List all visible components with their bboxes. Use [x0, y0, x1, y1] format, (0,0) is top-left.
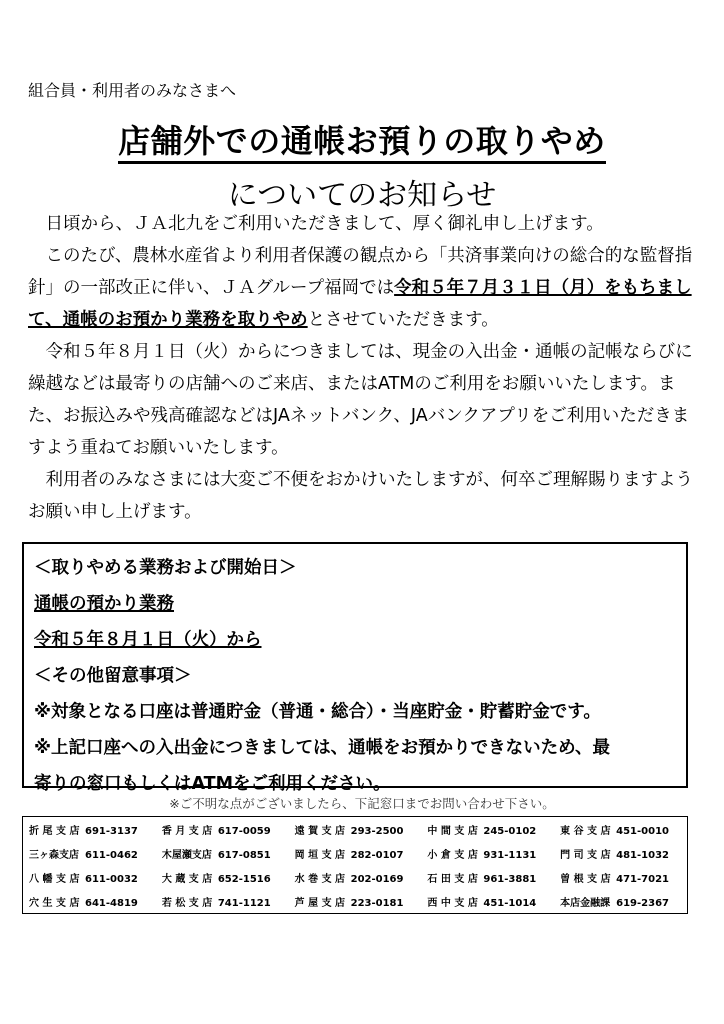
paragraph-alternatives	[28, 336, 696, 464]
branch-cell	[23, 889, 156, 914]
branch-cell	[554, 841, 687, 865]
branch-cell	[421, 817, 554, 842]
branch-phone: 617-0059	[217, 825, 271, 837]
announcement-emphasis: 令和５年７月３１日（月）をもちまして、通帳のお預かり業務を取りやめ	[28, 278, 692, 330]
branch-phone: 652-1516	[217, 873, 271, 885]
branch-phone: 451-1014	[483, 897, 537, 909]
branch-cell	[23, 865, 156, 889]
branch-cell	[156, 889, 289, 914]
branch-phone: 245-0102	[483, 825, 537, 837]
other-notes-heading: ＜その他留意事項＞	[34, 666, 192, 686]
branch-phone: 611-0032	[85, 873, 138, 885]
branch-name: 穴 生 支 店	[29, 897, 80, 909]
branch-cell	[421, 865, 554, 889]
branch-name: 本店金融課	[560, 897, 611, 909]
branch-name: 若 松 支 店	[161, 897, 213, 909]
branch-cell	[156, 841, 289, 865]
paragraph-greeting	[28, 208, 696, 240]
branch-name: 東 谷 支 店	[560, 825, 611, 837]
salutation: 組合員・利用者のみなさまへ	[28, 81, 237, 100]
branch-cell	[289, 817, 422, 842]
branch-name: 折 尾 支 店	[29, 825, 80, 837]
inquiry-note: ※ご不明な点がございましたら、下記窓口までお問い合わせ下さい。	[169, 796, 555, 811]
branch-cell	[289, 841, 422, 865]
branch-phone: 931-1131	[483, 849, 537, 861]
paragraph-alternatives-text: 令和５年８月１日（火）からにつきましては、現金の入出金・通帳の記帳ならびに繰越などは最寄りの店舗へのご来店、またはATMのご利用をお願いいたします。また、お振込みや残高確認などはJAネットバンク、JAバンクアプリをご利用いただきますよう重ねてお願いいたします。	[28, 342, 693, 458]
paragraph-greeting-text: 日頃から、ＪＡ北九をご利用いただきまして、厚く御礼申し上げます。	[45, 214, 604, 234]
branch-cell	[421, 889, 554, 914]
branch-name: 芦 屋 支 店	[294, 897, 346, 909]
branch-name: 西 中 支 店	[427, 897, 478, 909]
branch-cell	[421, 841, 554, 865]
branch-phone: 611-0462	[85, 849, 138, 861]
paragraph-apology-text: 利用者のみなさまには大変ご不便をおかけいたしますが、何卒ご理解賜りますようお願い申し上げます。	[28, 470, 693, 522]
notice-box	[22, 542, 688, 794]
branch-cell	[554, 889, 687, 914]
branch-name: 中 間 支 店	[427, 825, 478, 837]
branch-cell	[23, 817, 156, 842]
note-target-accounts: ※対象となる口座は普通貯金（普通・総合）・当座貯金・貯蓄貯金です。	[34, 702, 601, 722]
branch-row	[23, 865, 688, 889]
branch-phone: 293-2500	[350, 825, 404, 837]
page-title	[0, 116, 724, 162]
branch-name: 石 田 支 店	[427, 873, 478, 885]
note-deposit-withdrawal-1: ※上記口座への入出金につきましては、通帳をお預かりできないため、最	[34, 738, 610, 758]
branch-phone: 282-0107	[350, 849, 404, 861]
branch-phone: 481-1032	[616, 849, 669, 861]
branch-row	[23, 841, 688, 865]
page-title-text: 店舗外での通帳お預りの取りやめ	[118, 122, 606, 164]
paragraph-apology	[28, 464, 696, 528]
paragraph-announcement	[28, 240, 696, 336]
branch-name: 岡 垣 支 店	[294, 849, 346, 861]
branch-cell	[289, 889, 422, 914]
branch-phone: 223-0181	[350, 897, 404, 909]
start-date: 令和５年８月１日（火）から	[34, 630, 262, 650]
branch-cell	[156, 817, 289, 842]
branch-cell	[554, 817, 687, 842]
branch-phone: 471-7021	[616, 873, 669, 885]
branch-phone: 641-4819	[85, 897, 138, 909]
branch-name: 三ヶ森支店	[29, 849, 79, 861]
branch-name: 遠 賀 支 店	[294, 825, 346, 837]
branch-name: 小 倉 支 店	[427, 849, 478, 861]
branch-phone: 617-0851	[217, 849, 271, 861]
announcement-text: このたび、農林水産省より利用者保護の観点から「共済事業向けの総合的な監督指針」の一部改正に伴い、ＪＡグループ福岡では	[28, 246, 693, 298]
branch-row	[23, 889, 688, 914]
branch-name: 曽 根 支 店	[560, 873, 611, 885]
branch-name: 門 司 支 店	[560, 849, 611, 861]
branch-cell	[554, 865, 687, 889]
branch-phone: 741-1121	[217, 897, 271, 909]
branch-name: 大 蔵 支 店	[161, 873, 213, 885]
branch-phone: 691-3137	[85, 825, 138, 837]
branch-phone: 619-2367	[616, 897, 669, 909]
branch-cell	[289, 865, 422, 889]
branch-phone: 451-0010	[616, 825, 669, 837]
branch-phone: 961-3881	[483, 873, 537, 885]
branch-row	[23, 817, 688, 842]
service-heading: ＜取りやめる業務および開始日＞	[34, 558, 297, 578]
branch-name: 木屋瀬支店	[161, 849, 212, 861]
service-name: 通帳の預かり業務	[34, 594, 174, 614]
notice-body	[28, 208, 696, 528]
branch-cell	[156, 865, 289, 889]
branch-name: 香 月 支 店	[161, 825, 213, 837]
branch-name: 八 幡 支 店	[29, 873, 80, 885]
branch-phone: 202-0169	[350, 873, 404, 885]
branch-cell	[23, 841, 156, 865]
branch-contact-table	[22, 816, 688, 914]
page-subtitle: についてのお知らせ	[227, 178, 497, 213]
note-deposit-withdrawal-2: 寄りの窓口もしくはATMをご利用ください。	[34, 774, 391, 794]
announcement-ending: とさせていただきます。	[307, 310, 499, 330]
branch-name: 水 巻 支 店	[294, 873, 346, 885]
